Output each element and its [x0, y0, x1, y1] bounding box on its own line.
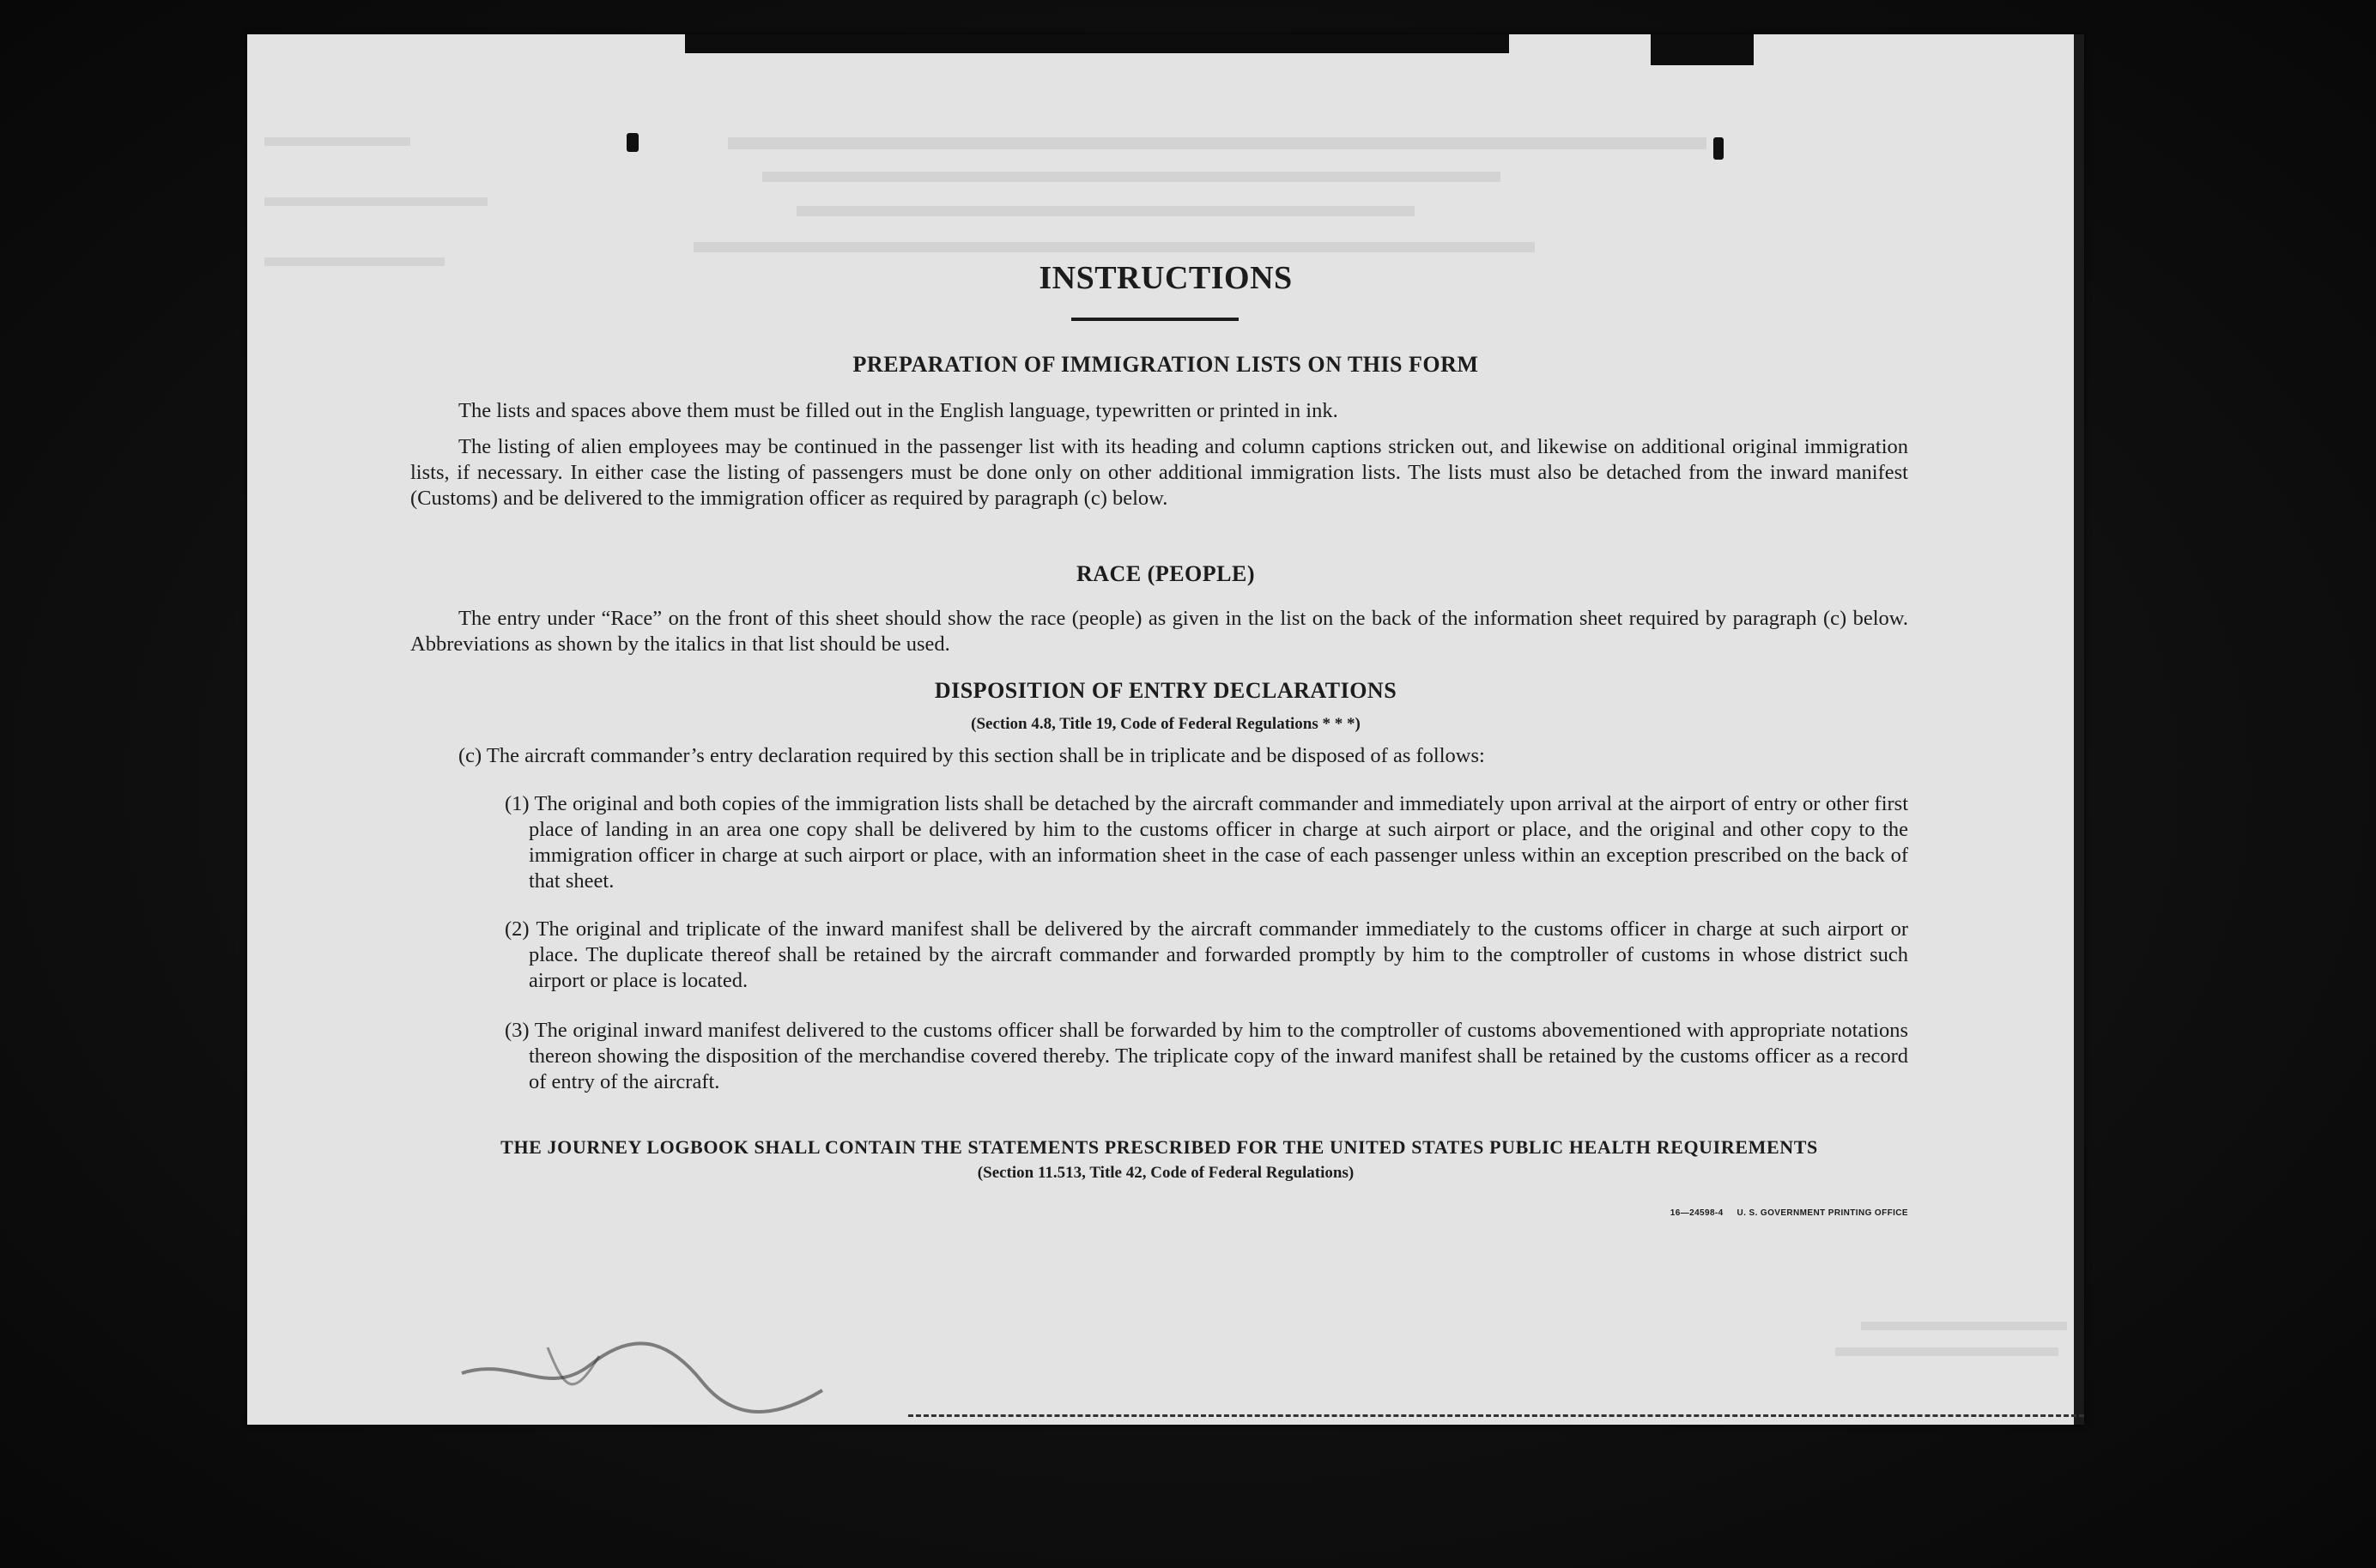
disposition-item-3: (3) The original inward manifest delivered to the customs officer shall be forwarded by him to the comptroller of customs abovementioned with appropriate notations thereon showing the disposition of the merchandise covered thereby. The triplicate copy of the inward manifest shall be retained by the customs officer as a record of entry of the aircraft. — [505, 1019, 1908, 1093]
heading-preparation: PREPARATION OF IMMIGRATION LISTS ON THIS FORM — [852, 352, 1479, 377]
footer-public-health: THE JOURNEY LOGBOOK SHALL CONTAIN THE STATEMENTS PRESCRIBED FOR THE UNITED STATES PUBLIC HEALTH REQUIREMENTS — [500, 1136, 1818, 1158]
printer-imprint — [1578, 1208, 1908, 1218]
paragraph-disposition-intro: (c) The aircraft commander’s entry declaration required by this section shall be in triplicate and be disposed of as follows: — [458, 744, 1485, 767]
heading-disposition: DISPOSITION OF ENTRY DECLARATIONS — [934, 678, 1397, 703]
paragraph-alien-employees: The listing of alien employees may be continued in the passenger list with its heading and column captions stricken out, and likewise on additional original immigration lists, if necessary. In either case the listing of passengers must be done only on other additional immigration lists. The lists must also be detached from the inward manifest (Customs) and be delivered to the immigration officer as required by paragraph (c) below. — [410, 435, 1908, 510]
disposition-item-1: (1) The original and both copies of the immigration lists shall be detached by the aircraft commander and immediately upon arrival at the airport of entry or other first place of landing in an area one copy shall be delivered by him to the customs officer in charge at such airport or place, and the original and other copy to the immigration officer in charge at such airport or place, with an information sheet in the case of each passenger unless within an exception prescribed on the back of that sheet. — [505, 792, 1908, 893]
paragraph-english-language: The lists and spaces above them must be filled out in the English language, typewritten or printed in ink. — [458, 399, 1338, 422]
page-title: INSTRUCTIONS — [1039, 260, 1293, 296]
document-page — [247, 34, 2084, 1425]
heading-race: RACE (PEOPLE) — [1076, 561, 1255, 586]
disposition-item-2: (2) The original and triplicate of the inward manifest shall be delivered by the aircraft commander immediately to the customs officer in charge at such airport or place. The duplicate thereof shall be retained by the aircraft commander and forwarded promptly by him to the comptroller of customs in whose district such airport or place is located. — [505, 917, 1908, 992]
signature-mark — [445, 1322, 839, 1425]
perforation-line — [908, 1414, 2084, 1417]
footer-reference: (Section 11.513, Title 42, Code of Federal Regulations) — [977, 1164, 1355, 1182]
paragraph-race: The entry under “Race” on the front of this sheet should show the race (people) as given in the list on the back of the information sheet required by paragraph (c) below. Abbreviations as shown by the italics in that list should be used. — [410, 607, 1908, 656]
title-underline — [1071, 318, 1239, 321]
printer-office: U. S. GOVERNMENT PRINTING OFFICE — [1737, 1208, 1908, 1218]
printer-code: 16—24598‑4 — [1670, 1208, 1724, 1218]
disposition-reference: (Section 4.8, Title 19, Code of Federal Regulations * * *) — [971, 715, 1361, 733]
